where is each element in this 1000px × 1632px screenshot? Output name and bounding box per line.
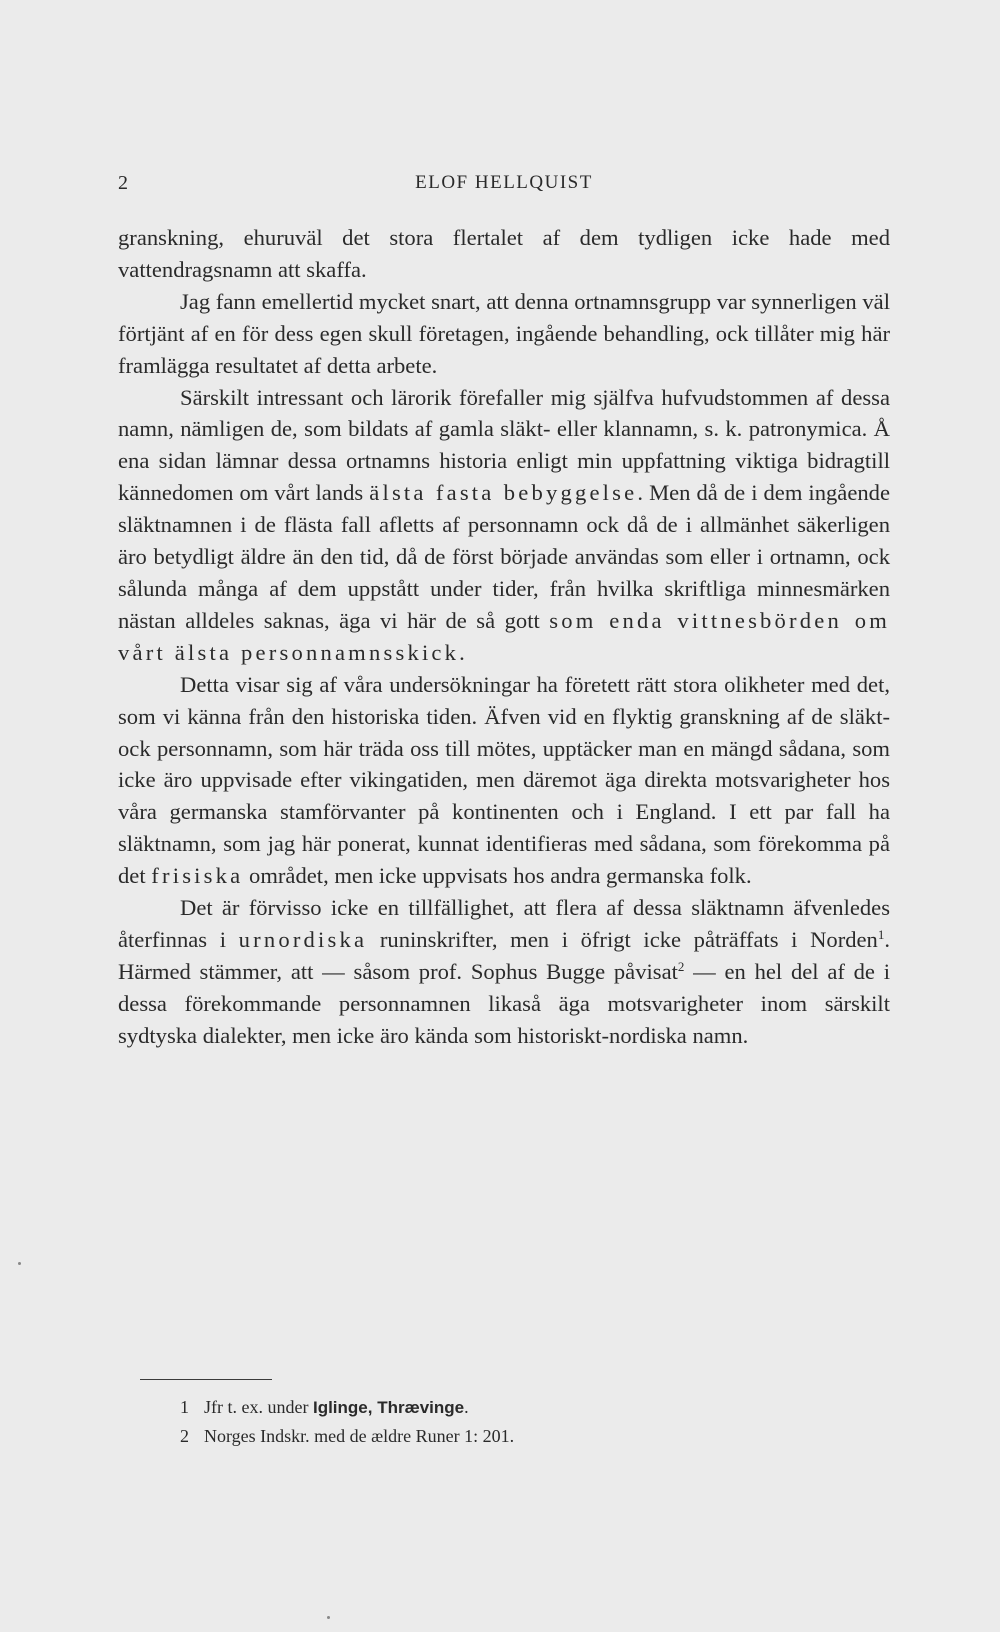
emphasis-spaced-2: som enda vittnesbörden om vårt älsta personnamnsskick <box>118 607 890 665</box>
paragraph-5-text-a: Det är förvisso icke en tillfällighet, att flera af dessa släktnamn äfvenledes återfinnas i <box>118 895 890 952</box>
emphasis-spaced-1: älsta fasta bebyggelse <box>369 480 638 506</box>
footnote-ref-1[interactable]: 1 <box>877 926 885 942</box>
paragraph-5-text-d: — en hel del af de i dessa förekommande personnamnen likaså äga motsvarigheter inom särskilt sydtyska dialekter, men icke äro kända som historiskt-nordiska namn. <box>118 958 890 1048</box>
paragraph-5 <box>118 892 890 1052</box>
paragraph-2 <box>118 286 890 382</box>
footnote-1-bold: Iglinge, Thrævinge <box>312 1398 465 1417</box>
footnote-divider <box>140 1379 272 1380</box>
footnote-1-number: 1 <box>180 1397 189 1417</box>
emphasis-spaced-3: frisiska <box>151 863 244 889</box>
paragraph-2-text: Jag fann emellertid mycket snart, att denna ortnamnsgrupp var synnerligen väl förtjänt af en för dess egen skull företagen, ingående behandling, ock tillåter mig här framlägga resultatet af detta arbete. <box>118 288 890 378</box>
footnote-2-number: 2 <box>180 1426 189 1446</box>
footnote-1-text-b: . <box>464 1397 469 1417</box>
footnote-1-text-a: Jfr t. ex. under <box>204 1397 313 1417</box>
footnote-2-text-b: 1: 201. <box>464 1426 515 1446</box>
paragraph-1-text: granskning, ehuruväl det stora flertalet af dem tydligen icke hade med vattendragsnamn att skaffa. <box>118 225 890 282</box>
emphasis-spaced-4: urnordiska <box>238 926 368 952</box>
paragraph-5-text-b: runinskrifter, men i öfrigt icke påträffats i Norden <box>367 926 878 952</box>
paragraph-3-text-c: . <box>459 639 465 665</box>
footnote-1 <box>180 1393 880 1422</box>
footnotes <box>180 1393 880 1451</box>
paragraph-1 <box>118 222 890 286</box>
paragraph-4-text-a: Detta visar sig af våra undersökningar ha företett rätt stora olikheter med det, som vi känna från den historiska tiden. Äfven vid en flyktig granskning af de släkt- ock personnamn, som här träda oss till mötes, upptäcker man en mängd sådana, som icke äro uppvisade efter vikingatiden, men däremot äga direkta motsvarigheter hos våra germanska stamförvanter på kontinenten och i England. I ett par fall ha släktnamn, som jag här ponerat, kunnat identifieras med sådana, som förekomma på det <box>118 671 890 889</box>
running-head: ELOF HELLQUIST <box>415 172 593 193</box>
paragraph-5-text-c: . Härmed stämmer, att — såsom prof. Sophus Bugge påvisat <box>118 926 890 984</box>
page-header <box>118 172 890 202</box>
footnote-ref-2[interactable]: 2 <box>677 958 685 974</box>
paragraph-4 <box>118 669 890 892</box>
footnote-2-text-a: Norges Indskr. med de ældre Runer <box>204 1426 465 1446</box>
body-text <box>118 222 890 1052</box>
paragraph-3 <box>118 382 890 669</box>
paragraph-3-text-a: Särskilt intressant och lärorik förefaller mig själfva hufvudstommen af dessa namn, nämligen de, som bildats af gamla släkt- eller klannamn, s. k. patronymica. Å ena sidan lämnar dessa ortnamns historia enligt min uppfattning viktiga bidragtill kännedomen om vårt lands <box>118 384 890 506</box>
paragraph-4-text-b: området, men icke uppvisats hos andra germanska folk. <box>243 863 752 889</box>
footnote-2 <box>180 1422 880 1451</box>
paper-speck <box>18 1262 21 1265</box>
paper-speck <box>327 1616 330 1619</box>
page-number: 2 <box>118 172 128 194</box>
paragraph-3-text-b: . Men då de i dem ingående släktnamnen i de flästa fall afletts af personnamn ock då de i allmänhet säkerligen äro betydligt äldre än den tid, då de först började användas som eller i ortnamn, ock sålunda många af dem uppstått under tider, från hvilka skriftliga minnesmärken nästan alldeles saknas, äga vi här de så gott <box>118 480 890 633</box>
